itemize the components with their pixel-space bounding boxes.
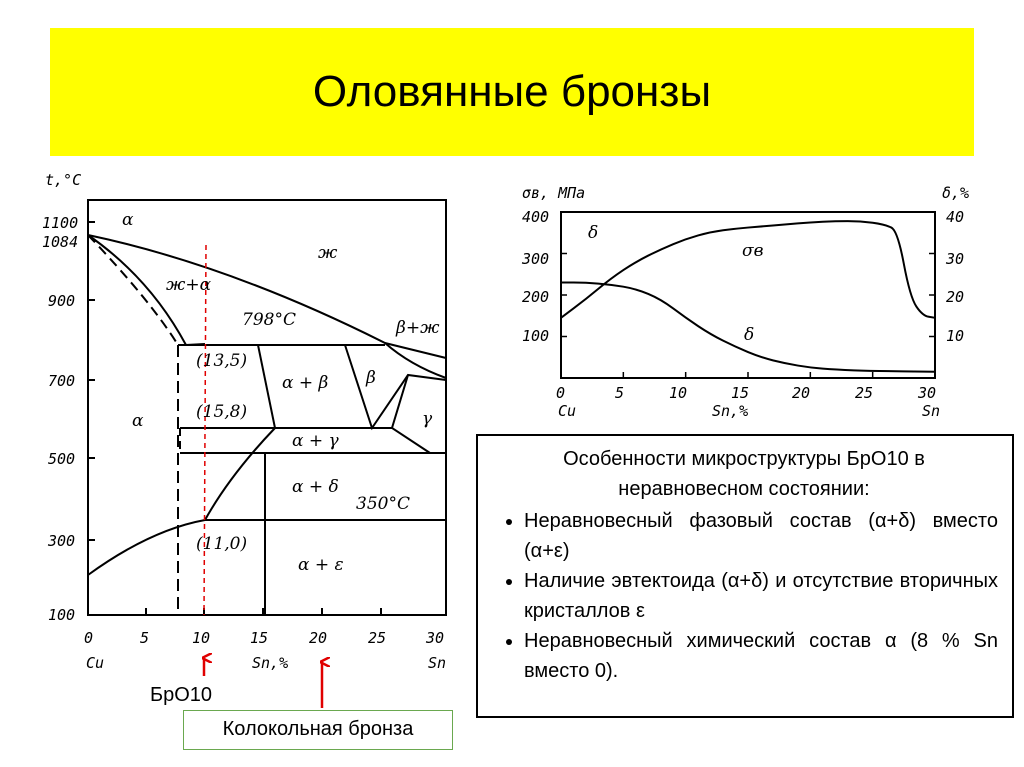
phase-diagram-frame: [88, 200, 446, 615]
y-tick-500: 500: [48, 450, 76, 468]
px-tick-10: 10: [669, 384, 688, 402]
y-tick-300: 300: [48, 532, 76, 550]
alpha-beta-boundary: [258, 345, 275, 428]
px-tick-30: 30: [918, 384, 937, 402]
region-alpha: α: [132, 411, 144, 431]
x-tick-30: 30: [426, 629, 445, 647]
y-tick-100: 100: [48, 606, 76, 624]
right-tick-10: 10: [946, 327, 965, 345]
label-13-5: (13,5): [196, 351, 248, 371]
curve-label-sigma: σв: [742, 241, 764, 261]
bro10-label: БрО10: [150, 684, 213, 706]
y-tick-1084: 1084: [42, 233, 79, 251]
left-tick-200: 200: [522, 288, 550, 306]
x-tick-5: 5: [140, 629, 150, 647]
x-tick-0: 0: [84, 629, 94, 647]
y-tick-900: 900: [48, 292, 76, 310]
info-box-heading: Особенности микроструктуры БрО10 в неравновесном состоянии:: [563, 448, 925, 500]
phase-diagram: [88, 200, 446, 615]
beta-liquid-boundary: [385, 343, 446, 378]
curve-label-delta-top: δ: [588, 223, 599, 243]
y-tick-1100: 1100: [42, 214, 79, 232]
right-tick-40: 40: [946, 208, 965, 226]
info-box: [476, 434, 1014, 718]
right-tick-20: 20: [946, 288, 965, 306]
region-gamma: γ: [422, 409, 433, 429]
x-tick-10: 10: [192, 629, 211, 647]
x-tick-20: 20: [309, 629, 328, 647]
region-alpha-beta: α + β: [282, 373, 329, 393]
info-box-list: [490, 506, 998, 686]
px-tick-0: 0: [556, 384, 566, 402]
label-11-0: (11,0): [196, 534, 248, 554]
x-tick-25: 25: [368, 629, 387, 647]
px-label-cu: Cu: [558, 402, 577, 420]
x-tick-15: 15: [250, 629, 269, 647]
label-798: 798°C: [242, 310, 296, 330]
bell-bronze-label: Колокольная бронза: [183, 710, 453, 750]
region-liquid-alpha: ж+α: [166, 275, 212, 295]
dashed-solidus: [88, 235, 178, 345]
slide-title: Оловянные бронзы: [312, 67, 712, 116]
px-tick-25: 25: [855, 384, 874, 402]
bro10-marker-line: [204, 245, 206, 615]
left-tick-300: 300: [522, 250, 550, 268]
left-tick-100: 100: [522, 327, 550, 345]
x-axis-label: Sn,%: [252, 654, 289, 672]
sigma-curve: [561, 221, 935, 318]
alpha-solvus-lower: [88, 520, 205, 575]
px-tick-15: 15: [731, 384, 750, 402]
region-alpha-delta: α + δ: [292, 477, 339, 497]
region-beta: β: [366, 368, 376, 388]
px-axis-label: Sn,%: [712, 402, 749, 420]
region-alpha-top: α: [122, 210, 134, 230]
property-chart-ticks: [561, 254, 935, 379]
property-chart-text: [521, 184, 969, 420]
left-tick-400: 400: [522, 208, 550, 226]
y-axis-label: t,°C: [45, 171, 82, 189]
x-label-sn: Sn: [428, 654, 447, 672]
info-item: • Неравновесный фазовый состав (α+δ) вместо (α+ε): [524, 506, 998, 566]
info-item: • Неравновесный химический состав α (8 % Sn вместо 0).: [524, 626, 998, 686]
info-item: • Наличие эвтектоида (α+δ) и отсутствие вторичных кристаллов ε: [524, 566, 998, 626]
y-tick-700: 700: [48, 372, 76, 390]
px-label-sn: Sn: [922, 402, 941, 420]
x-label-cu: Cu: [86, 654, 105, 672]
region-liquid: ж: [318, 243, 338, 263]
px-tick-5: 5: [615, 384, 625, 402]
region-alpha-epsilon: α + ε: [298, 555, 344, 575]
left-axis-label: σв, МПа: [522, 184, 586, 202]
label-15-8: (15,8): [196, 402, 248, 422]
label-350: 350°C: [356, 494, 410, 514]
region-beta-liquid: β+ж: [396, 318, 440, 338]
right-tick-30: 30: [946, 250, 965, 268]
region-alpha-gamma: α + γ: [292, 431, 339, 451]
px-tick-20: 20: [792, 384, 811, 402]
curve-label-delta: δ: [744, 325, 755, 345]
right-axis-label: δ,%: [942, 184, 970, 202]
